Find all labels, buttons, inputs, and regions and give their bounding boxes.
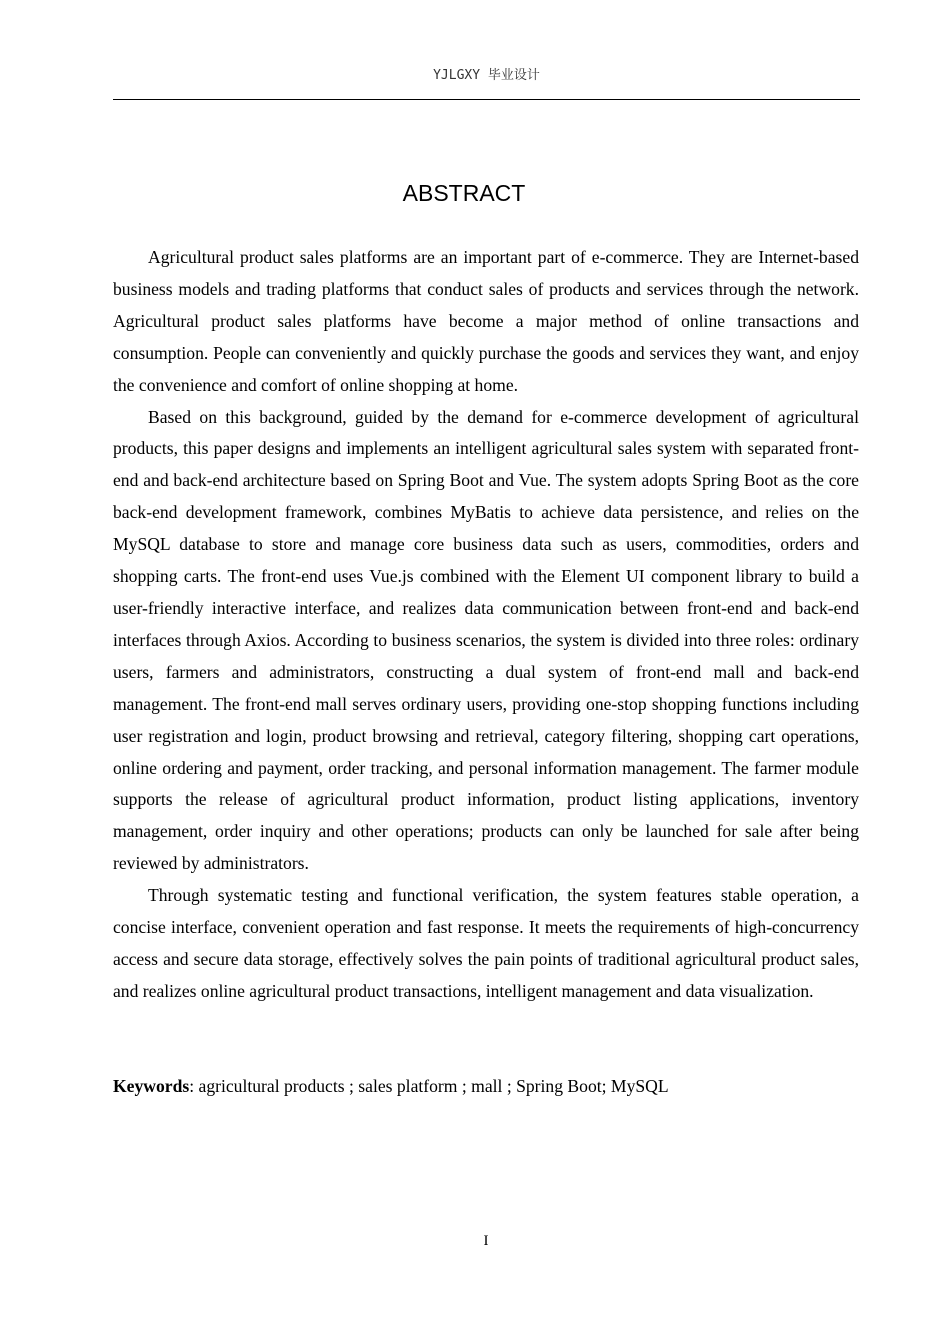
page-header: YJLGXY 毕业设计 [433, 68, 540, 83]
page-number: I [483, 1233, 489, 1249]
keywords-line [113, 1071, 859, 1103]
header-divider [113, 99, 860, 100]
keywords-list: : agricultural products ; sales platform ; mall ; Spring Boot; MySQL [189, 1076, 669, 1096]
keywords-label: Keywords [113, 1076, 190, 1096]
abstract-paragraph-3: Through systematic testing and functional verification, the system features stable operation, a concise interface, convenient operation and fast response. It meets the requirements of high-concurrency access and secure data storage, effectively solves the pain points of traditional agricultural product sales, and realizes online agricultural product transactions, intelligent management and data visualization. [113, 885, 859, 1001]
abstract-body [113, 242, 859, 1008]
abstract-paragraph-2: Based on this background, guided by the demand for e-commerce development of agricultural products, this paper designs and implements an intelligent agricultural sales system with separated front-end and back-end architecture based on Spring Boot and Vue. The system adopts Spring Boot as the core back-end development framework, combines MyBatis to achieve data persistence, and relies on the MySQL database to store and manage core business data such as users, commodities, orders and shopping carts. The front-end uses Vue.js combined with the Element UI component library to build a user-friendly interactive interface, and realizes data communication between front-end and back-end interfaces through Axios. According to business scenarios, the system is divided into three roles: ordinary users, farmers and administrators, constructing a dual system of front-end mall and back-end management. The front-end mall serves ordinary users, providing one-stop shopping functions including user registration and login, product browsing and retrieval, category filtering, shopping cart operations, online ordering and payment, order tracking, and personal information management. The farmer module supports the release of agricultural product information, product listing applications, inventory management, order inquiry and other operations; products can only be launched for sale after being reviewed by administrators. [113, 406, 859, 874]
abstract-title: ABSTRACT [402, 180, 526, 206]
abstract-paragraph-1: Agricultural product sales platforms are an important part of e-commerce. They are Internet-based business models and trading platforms that conduct sales of products and services through the network. Agricultural product sales platforms have become a major method of online transactions and consumption. People can conveniently and quickly purchase the goods and services they want, and enjoy the convenience and comfort of online shopping at home. [113, 247, 859, 395]
